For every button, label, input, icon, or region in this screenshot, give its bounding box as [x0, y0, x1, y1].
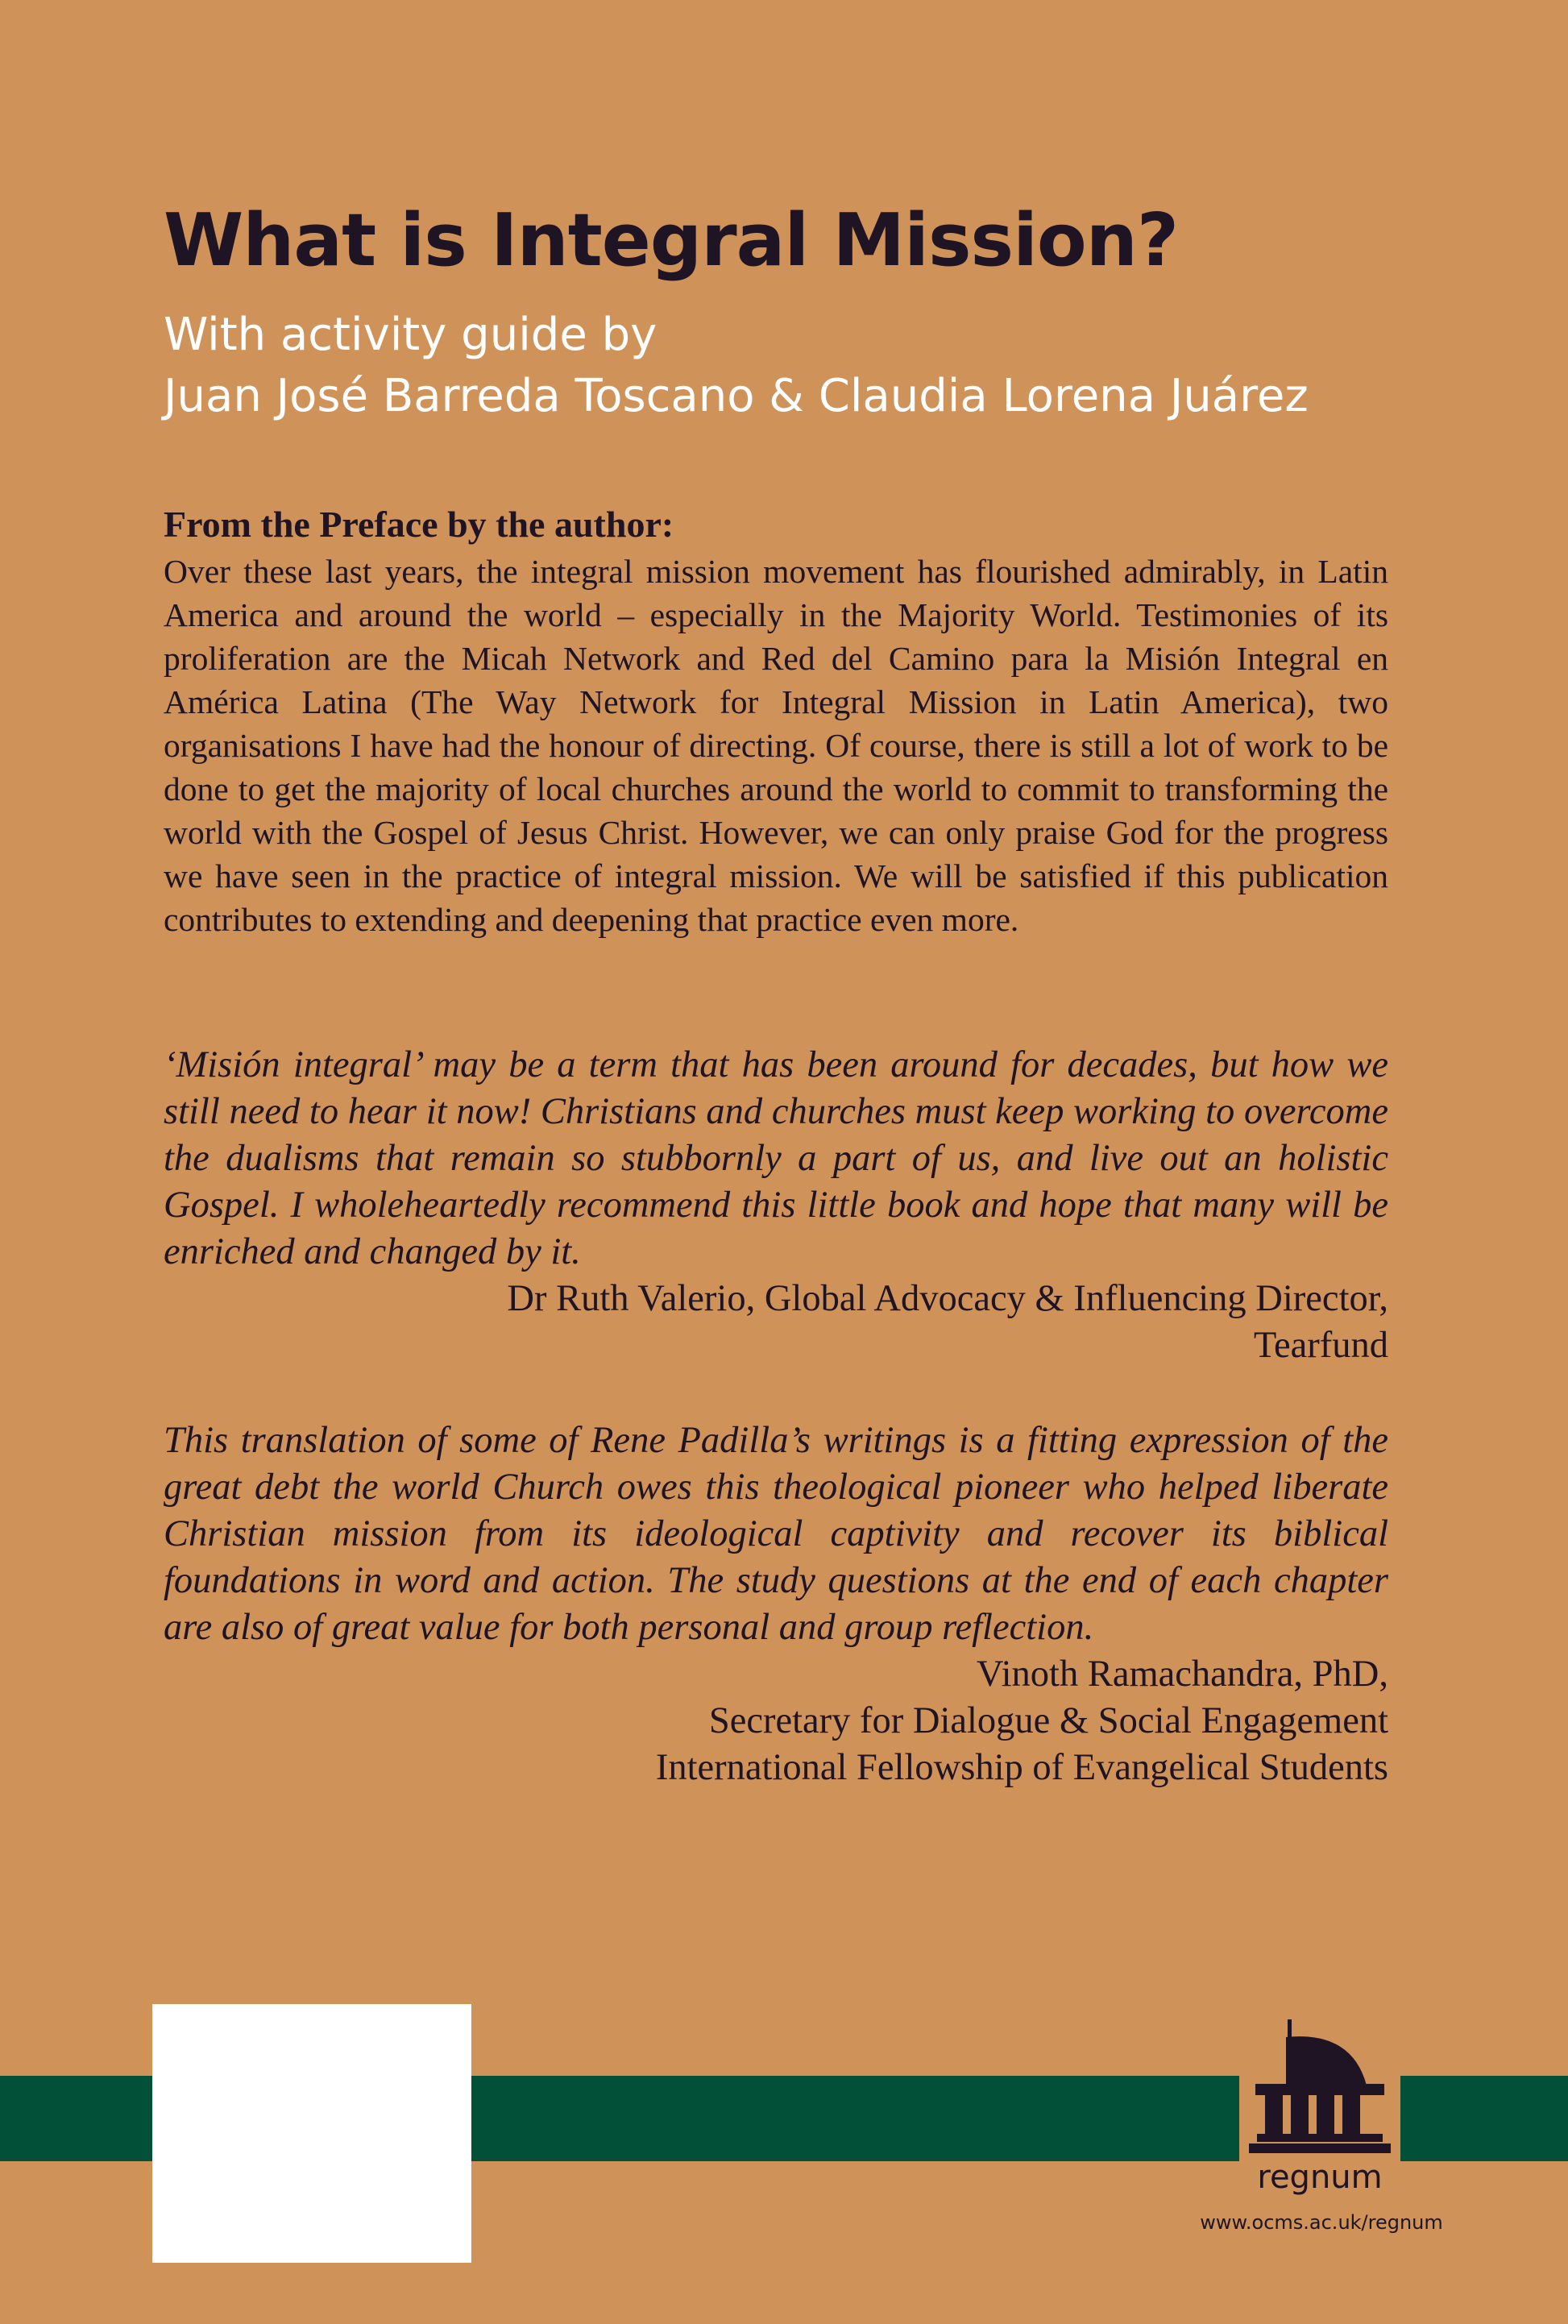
publisher-url[interactable]: www.ocms.ac.uk/regnum [1200, 2211, 1443, 2234]
preface-heading: From the Preface by the author: [164, 504, 674, 545]
endorsement-attribution: Vinoth Ramachandra, PhD, [976, 1654, 1388, 1695]
endorsement-quote: ‘Misión integral’ may be a term that has been around for decades, but how we still need to hear it now! Christians and churches must keep working to overcome the dualisms that remain so stubbornly a part of us, and live out an holistic Gospel. I wholeheartedly recommend this little book and hope that many will be enriched and changed by it. [164, 1044, 1388, 1272]
preface-excerpt [164, 500, 1388, 941]
endorsement-attribution: Tearfund [1253, 1325, 1388, 1366]
preface-body: Over these last years, the integral mission movement has flourished admirably, in Latin America and around the world – especially in the Majority World. Testimonies of its proliferation are the Micah Network and Red del Camino para la Misión Integral en América Latina (The Way Network for Integral Mission in Latin America), two organisations I have had the honour of directing. Of course, there is still a lot of work to be done to get the majority of local churches around the world to commit to transforming the world with the Gospel of Jesus Christ. However, we can only praise God for the progress we have seen in the practice of integral mission. We will be satisfied if this publication contributes to extending and deepening that practice even more. [164, 553, 1388, 938]
endorsement-attribution: Dr Ruth Valerio, Global Advocacy & Influencing Director, [507, 1278, 1388, 1319]
subtitle-block [164, 305, 1309, 427]
subtitle-line-1: With activity guide by [164, 309, 657, 361]
endorsement-2 [164, 1417, 1388, 1791]
endorsement-attribution: International Fellowship of Evangelical Students [655, 1747, 1388, 1788]
book-title: What is Integral Mission? [164, 198, 1179, 283]
endorsement-quote: This translation of some of Rene Padilla’s writings is a fitting expression of the great debt the world Church owes this theological pioneer who helped liberate Christian mission from its ideological captivity and recover its biblical foundations in word and action. The study questions at the end of each chapter are also of great value for both personal and group reflection. [164, 1420, 1388, 1648]
domed-building-icon [1239, 2013, 1400, 2162]
subtitle-line-2: Juan José Barreda Toscano & Claudia Lorena Juárez [164, 370, 1309, 422]
endorsement-1 [164, 1042, 1388, 1369]
publisher-name: regnum [1257, 2159, 1383, 2196]
endorsement-attribution: Secretary for Dialogue & Social Engagement [708, 1700, 1388, 1741]
barcode-placeholder [152, 2004, 471, 2263]
